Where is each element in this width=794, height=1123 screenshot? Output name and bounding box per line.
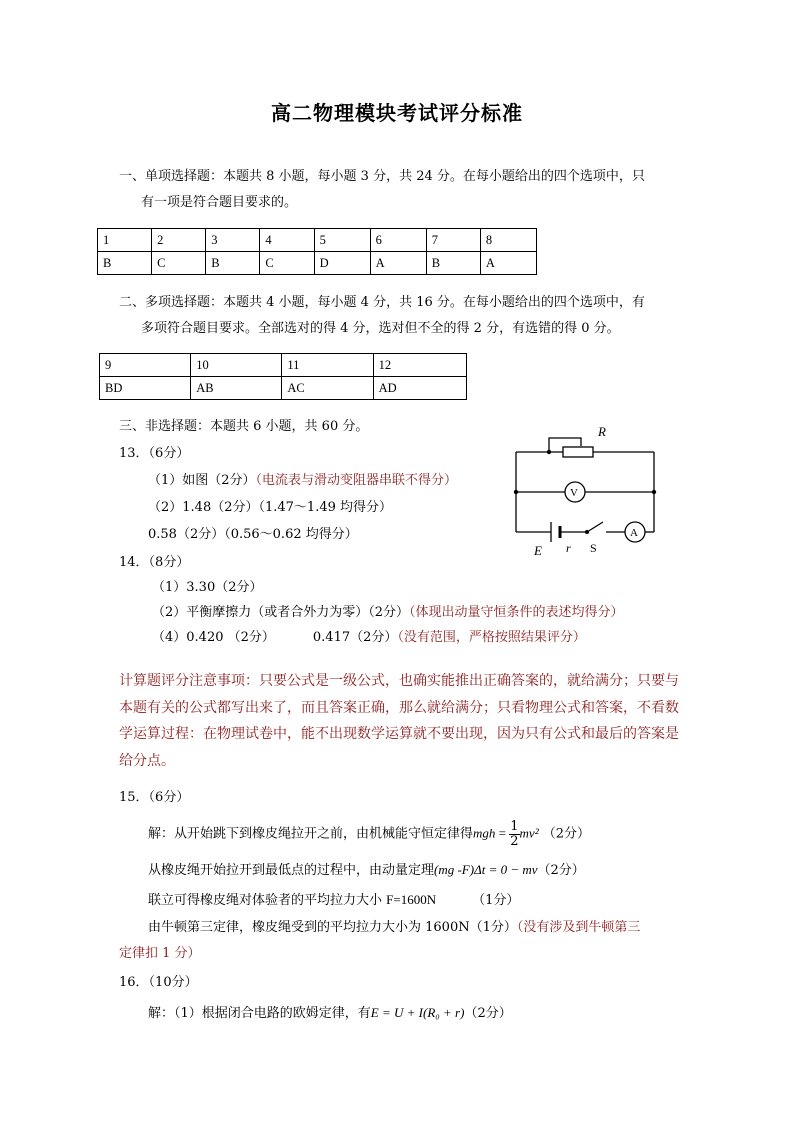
scoring-notice: [119, 668, 679, 774]
q14-heading: 14．（8分）: [119, 555, 190, 570]
fraction-numerator: 1: [510, 819, 519, 834]
section2-instruction-line2: 多项符合题目要求。全部选对的得 4 分，选对但不全的得 2 分，有选错的得 0 分。: [141, 321, 620, 336]
q16-line-1-score: （2分）: [464, 1006, 512, 1021]
table-cell: 5: [314, 229, 370, 252]
q15-line-2-eq: (mg -F)Δt = 0 − mv: [434, 862, 538, 877]
q15-line-1-text: 解：从开始跳下到橡皮绳拉开之前，由机械能守恒定律得: [148, 826, 474, 842]
table-cell: C: [260, 252, 314, 275]
fraction-denominator: 2: [510, 833, 519, 849]
table-row: [100, 377, 467, 400]
q14-answer-4: [152, 630, 586, 646]
table-row: [98, 229, 537, 252]
circuit-diagram: [505, 418, 665, 560]
q16-line-1-text: 解：（1）根据闭合电路的欧姆定律，有: [148, 1006, 371, 1021]
q15-line-4-note: （没有涉及到牛顿第三: [516, 920, 641, 935]
table-cell: 11: [282, 354, 373, 377]
q15-eq-right: mv²: [519, 825, 539, 841]
label-r: r: [566, 541, 571, 555]
notice-line: 本题有关的公式都写出来了，而且答案正确，那么就给满分；只看物理公式和答案，不看数: [119, 699, 679, 716]
table-cell: B: [206, 252, 260, 275]
q15-line-1: [148, 820, 590, 848]
q15-line-2-text: 从橡皮绳开始拉开到最低点的过程中，由动量定理: [148, 863, 435, 878]
table-cell: 4: [260, 229, 314, 252]
table-cell: AB: [191, 377, 282, 400]
notice-line: 计算题评分注意事项：只要公式是一级公式，也确实能推出正确答案的，就给满分；只要与: [119, 673, 679, 689]
table-row: [100, 354, 467, 377]
switch-icon: [587, 522, 603, 532]
q15-line-2-score: （2分）: [537, 863, 585, 878]
label-S: S: [590, 541, 597, 555]
junction-dot: [514, 490, 518, 494]
notice-line: 学运算过程：在物理试卷中，能不出现数学运算就不要出现，因为只有公式和最后的答案是: [119, 726, 679, 742]
table-cell: 7: [426, 229, 480, 252]
q15-line-3-text: 联立可得橡皮绳对体验者的平均拉力大小: [148, 893, 383, 908]
q14-answer-1: （1）3.30（2分）: [152, 580, 263, 595]
q13-answer-1: [148, 473, 457, 489]
q14-answer-4b-text: 0.417（2分）: [312, 630, 398, 645]
table-cell: C: [152, 252, 206, 275]
table-cell: BD: [100, 377, 191, 400]
q16-line-1-eq: E = U + I(R₀ + r): [370, 1005, 465, 1020]
table-cell: B: [98, 252, 152, 275]
table-cell: 12: [373, 354, 466, 377]
section1-instruction-line2: 有一项是符合题目要求的。: [141, 195, 298, 210]
notice-line: 给分点。: [119, 752, 175, 769]
q14-answer-2-text: （2）平衡摩擦力（或者合外力为零）（2分）: [152, 605, 410, 620]
label-V: V: [570, 487, 578, 499]
label-E: E: [534, 543, 542, 558]
switch-pivot: [585, 530, 589, 534]
section2-instruction-line1: 二、多项选择题：本题共 4 小题，每小题 4 分，共 16 分。在每小题给出的四个选项中，有: [119, 295, 645, 310]
q15-heading: 15．（6分）: [119, 790, 190, 805]
q15-line-3-eq: F=1600N: [386, 892, 437, 907]
table-cell: 2: [152, 229, 206, 252]
table-cell: 9: [100, 354, 191, 377]
q14-answer-2-note: （体现出动量守恒条件的表述均得分）: [409, 605, 624, 620]
table-cell: AC: [282, 377, 373, 400]
q14-answer-4-text: （4）0.420 （2分）: [152, 630, 275, 645]
page-title: 高二物理模块考试评分标准: [271, 101, 523, 125]
table-cell: 6: [370, 229, 426, 252]
q15-line-4-text: 由牛顿第三定律，橡皮绳受到的平均拉力大小为 1600N（1分）: [148, 920, 517, 935]
table-cell: A: [370, 252, 426, 275]
table-cell: 8: [480, 229, 536, 252]
junction-dot: [652, 490, 656, 494]
q15-line-4: [148, 920, 640, 936]
q16-heading: 16．（10分）: [119, 975, 198, 990]
section1-answer-table: [97, 228, 537, 275]
junction-dot: [547, 450, 551, 454]
rheostat-icon: [563, 447, 593, 457]
label-A: A: [630, 527, 638, 539]
q16-line-1: [148, 1005, 512, 1022]
q15-eq-left: mgh: [473, 825, 496, 841]
table-row: [98, 252, 537, 275]
table-cell: D: [314, 252, 370, 275]
label-R: R: [598, 424, 606, 439]
q15-line-3: [148, 892, 519, 909]
q13-answer-2: （2）1.48（2分）（1.47～1.49 均得分）: [148, 500, 393, 515]
q15-eq-equals: =: [495, 825, 510, 841]
q13-answer-1-note: （电流表与滑动变阻器串联不得分）: [255, 473, 458, 488]
q13-heading: 13．（6分）: [119, 446, 190, 461]
section1-instruction-line1: 一、单项选择题：本题共 8 小题，每小题 3 分，共 24 分。在每小题给出的四个选项中，只: [119, 169, 645, 184]
q15-line-2: [148, 862, 585, 879]
q15-eq-fraction: [509, 820, 519, 848]
q14-answer-2: [152, 605, 624, 621]
q15-line-1-score: （2分）: [542, 826, 591, 842]
table-cell: AD: [373, 377, 466, 400]
table-cell: 10: [191, 354, 282, 377]
table-cell: B: [426, 252, 480, 275]
q15-line-3-score: （1分）: [472, 893, 520, 908]
section3-instruction: 三、非选择题：本题共 6 小题，共 60 分。: [119, 419, 369, 434]
q14-answer-4-note: （没有范围，严格按照结果评分）: [397, 630, 586, 645]
table-cell: 1: [98, 229, 152, 252]
section2-answer-table: [99, 353, 467, 400]
q13-answer-3: 0.58（2分）（0.56～0.62 均得分）: [148, 527, 358, 542]
q15-line-5-note: 定律扣 1 分）: [119, 946, 201, 961]
table-cell: 3: [206, 229, 260, 252]
table-cell: A: [480, 252, 536, 275]
q13-answer-1-text: （1）如图（2分）: [148, 473, 256, 488]
